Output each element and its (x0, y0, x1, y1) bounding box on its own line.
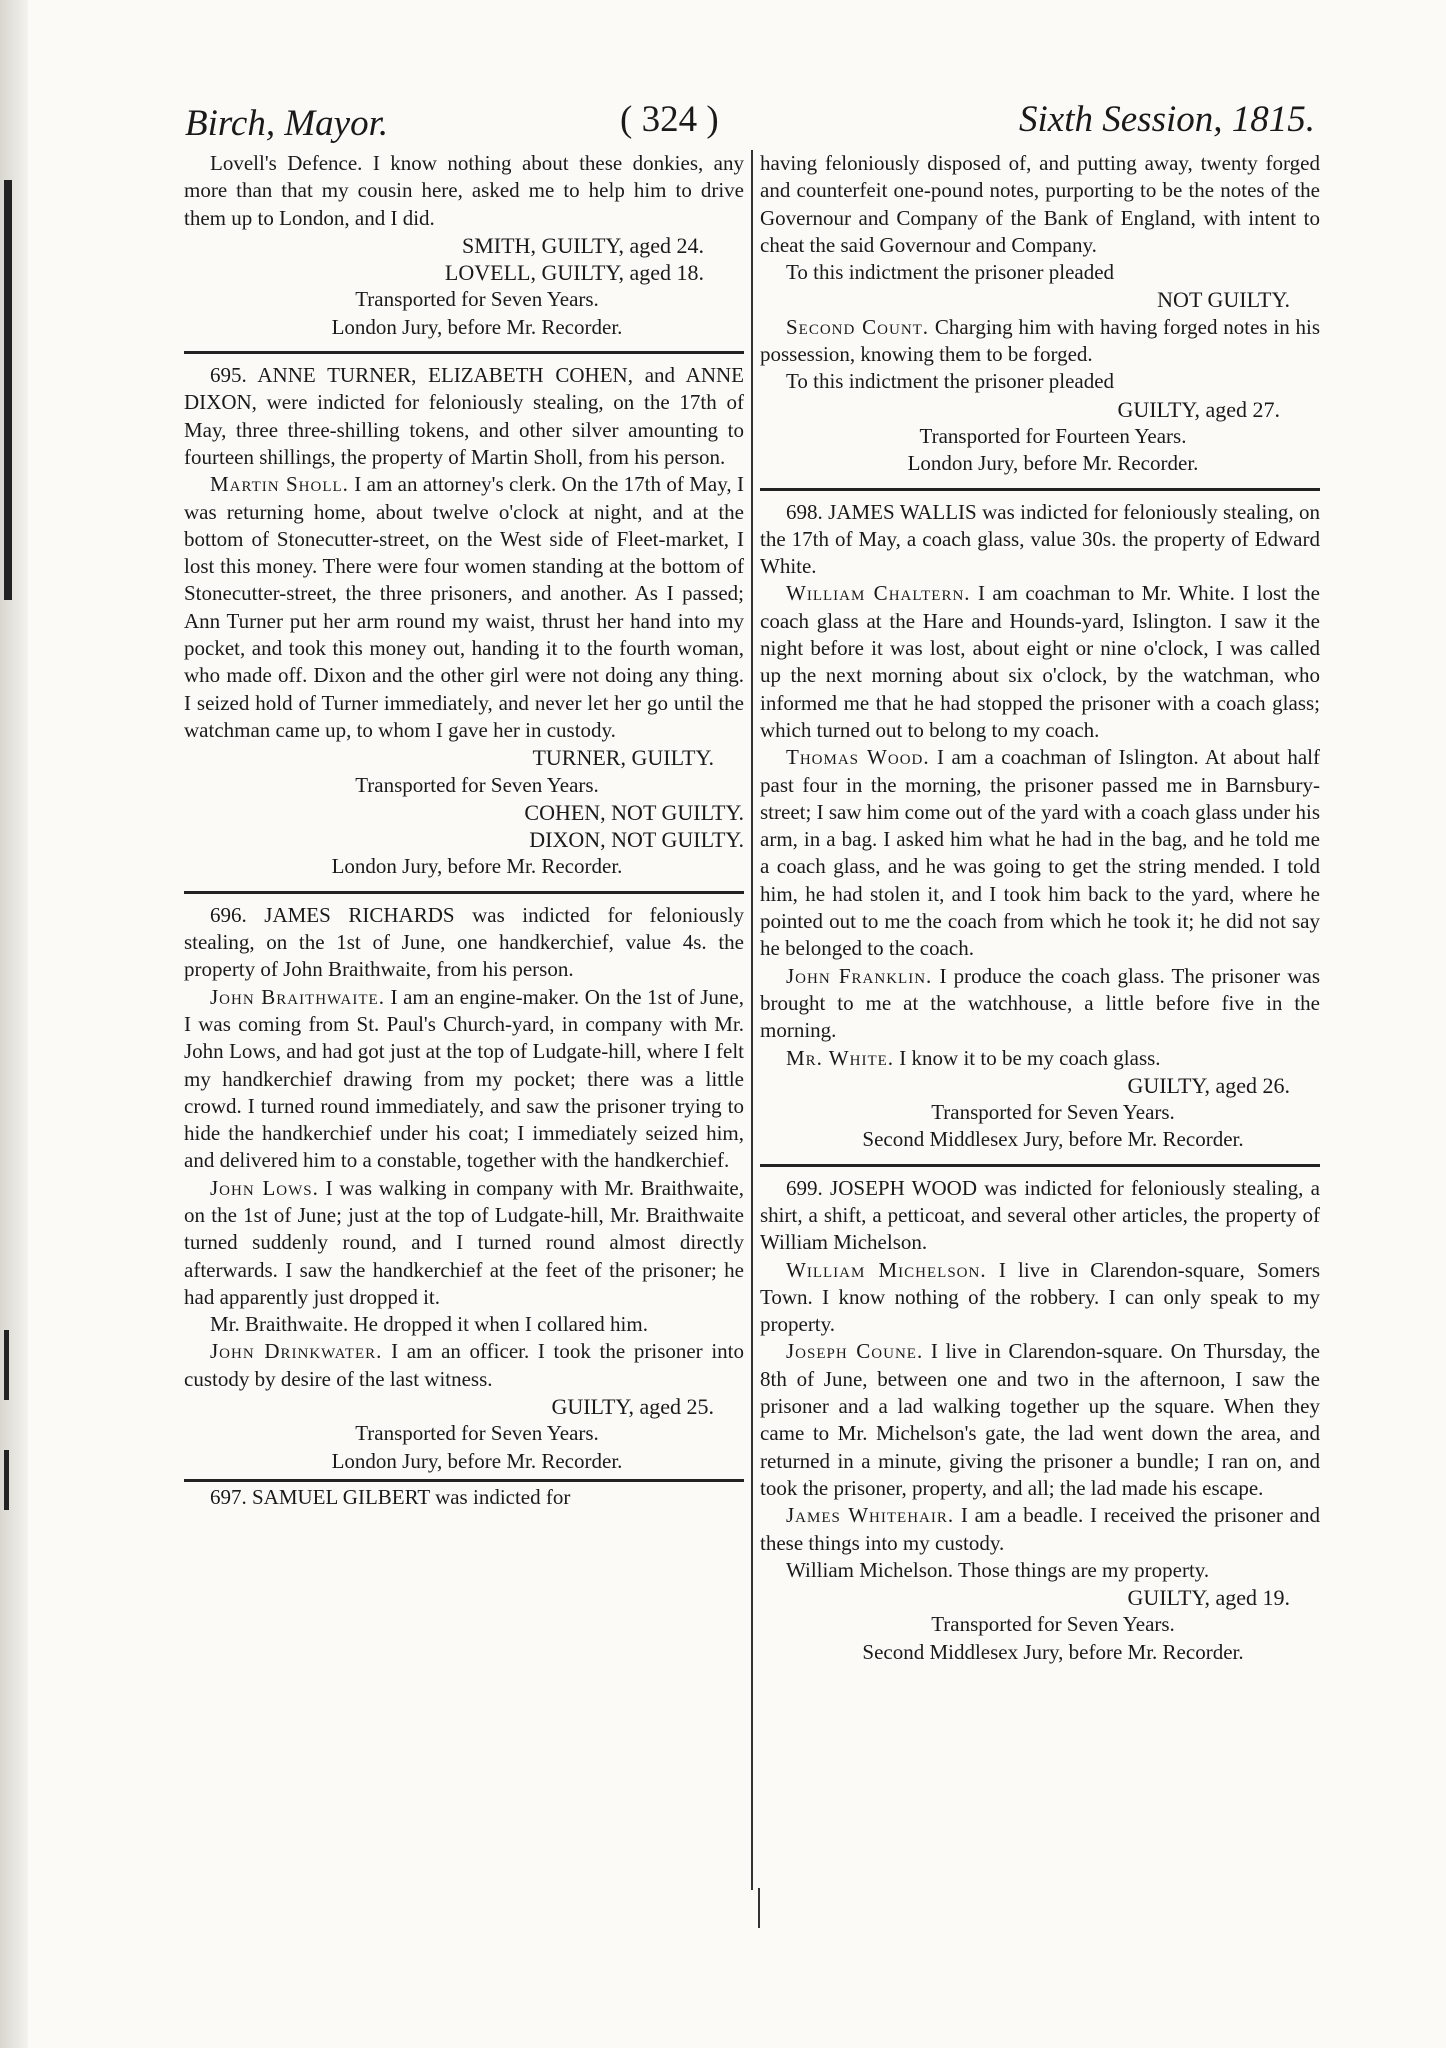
case-697-start: 697. SAMUEL GILBERT was indicted for (210, 1484, 571, 1509)
left-column (184, 150, 744, 1511)
binding-shadow (4, 180, 12, 600)
defence-text: Lovell's Defence. I know nothing about these donkies, any more than that my cousin here, asked me to help him to drive them up to London, and I did. (184, 151, 744, 230)
testimony (760, 744, 1320, 962)
witness-text: I was walking in company with Mr. Braithwaite, on the 1st of June; just at the top of Ludgate-hill, Mr. Braithwaite turned suddenly round, and I turned round almost directly afterwards. I saw the handkerchief at the feet of the prisoner; he had apparently just dropped it. (184, 1175, 744, 1309)
case-699-intro: 699. JOSEPH WOOD was indicted for feloniously stealing, a shirt, a shift, a petticoat, and several other articles, the property of William Michelson. (760, 1175, 1320, 1255)
verdict: COHEN, NOT GUILTY. (524, 799, 744, 825)
witness-name: William Chaltern. (786, 581, 971, 606)
witness-text: I am a coachman of Islington. At about half past four in the morning, the prisoner passed me in Barnsbury-street; I saw him come out of the yard with a coach glass under his arm, in a bag. I asked him what he had in the bag, and he told me a coach glass, and he was going to get the string mended. I told him, he had stolen it, and I took him back to the yard, where he pointed out to me the coach from which he took it; he did not say he belonged to the coach. (760, 745, 1320, 961)
case-separator (184, 1479, 744, 1482)
verdict: GUILTY, aged 19. (1127, 1585, 1290, 1611)
testimony (184, 471, 744, 744)
verdict: GUILTY, aged 27. (1117, 396, 1280, 422)
verdict: TURNER, GUILTY. (532, 745, 714, 771)
jury: London Jury, before Mr. Recorder. (331, 1448, 623, 1473)
jury: Second Middlesex Jury, before Mr. Recorder. (862, 1127, 1244, 1152)
testimony (760, 1502, 1320, 1557)
witness-name: William Michelson. (786, 1257, 987, 1282)
case-separator (760, 1164, 1320, 1167)
case-separator (184, 351, 744, 354)
verdict: DIXON, NOT GUILTY. (529, 827, 744, 853)
witness-text: I live in Clarendon-square, Somers Town. I know nothing of the robbery. I can only speak to my property. (760, 1257, 1321, 1337)
testimony: Mr. Braithwaite. He dropped it when I collared him. (210, 1312, 648, 1337)
sentence: Transported for Seven Years. (355, 772, 599, 797)
witness-text: I am an attorney's clerk. On the 17th of May, I was returning home, about twelve o'clock at night, and at the bottom of Stonecutter-street, on the West side of Fleet-market, I lost this money. There were four women standing at the bottom of Stonecutter-street, the three prisoners, and another. As I passed; Ann Turner put her arm round my waist, thrust her hand into my pocket, and took this money out, handing it to the fourth woman, who made off. Dixon and the other girl were not doing any thing. I seized hold of Turner immediately, and never let her go until the watchman came up, to whom I gave her in custody. (184, 472, 744, 742)
sentence: Transported for Seven Years. (931, 1612, 1175, 1637)
witness-text: I live in Clarendon-square. On Thursday, the 8th of June, between one and two in the afternoon, I saw the prisoner and a lad walking together up the square. When they came to Mr. Michelson's gate, the lad went down the area, and returned in a minute, giving the prisoner a bundle; I ran on, and took the prisoner, property, and all; the lad made his escape. (760, 1339, 1320, 1500)
witness-name: John Franklin. (786, 963, 933, 988)
testimony: William Michelson. Those things are my property. (786, 1557, 1210, 1582)
testimony (760, 963, 1320, 1045)
case-698-intro: 698. JAMES WALLIS was indicted for feloniously stealing, on the 17th of May, a coach glass, value 30s. the property of Edward White. (760, 499, 1320, 579)
witness-name: Martin Sholl. (210, 472, 349, 497)
column-divider-tail (758, 1888, 760, 1928)
page-header (185, 98, 1315, 148)
witness-name: Joseph Coune. (786, 1339, 924, 1364)
witness-name: John Lows. (210, 1175, 319, 1200)
header-mayor: Birch, Mayor. (185, 103, 389, 144)
witness-text: I produce the coach glass. The prisoner was brought to me at the watchhouse, a little before five in the morning. (760, 963, 1320, 1043)
case-696-intro: 696. JAMES RICHARDS was indicted for feloniously stealing, on the 1st of June, one handkerchief, value 4s. the property of John Braithwaite, from his person. (184, 902, 744, 982)
witness-name: John Braithwaite. (210, 984, 385, 1009)
sentence: Transported for Seven Years. (931, 1100, 1175, 1125)
witness-text: I am a beadle. I received the prisoner and these things into my custody. (760, 1503, 1321, 1555)
verdict: NOT GUILTY. (1157, 287, 1290, 313)
case-695-intro: 695. ANNE TURNER, ELIZABETH COHEN, and ANNE DIXON, were indicted for feloniously stealing, on the 17th of May, three three-shilling tokens, and other silver amounting to fourteen shillings, the property of Martin Sholl, from his person. (184, 363, 744, 469)
case-separator (760, 488, 1320, 491)
binding-shadow (4, 1330, 9, 1400)
testimony (760, 1338, 1320, 1502)
sentence: Transported for Seven Years. (355, 1421, 599, 1446)
verdict: GUILTY, aged 26. (1127, 1072, 1290, 1098)
witness-name: Thomas Wood. (786, 745, 930, 770)
sentence: Transported for Fourteen Years. (919, 423, 1187, 448)
second-count (760, 314, 1320, 369)
witness-text: I am an officer. I took the prisoner into custody by desire of the last witness. (184, 1339, 745, 1391)
column-divider (751, 150, 753, 1890)
testimony (184, 1338, 744, 1393)
witness-name: Mr. White. (786, 1045, 895, 1070)
witness-text: I know it to be my coach glass. (899, 1045, 1161, 1070)
count-text: Charging him with having forged notes in his possession, knowing them to be forged. (760, 314, 1321, 367)
witness-text: I am coachman to Mr. White. I lost the coach glass at the Hare and Hounds-yard, Islington. I saw it the night before it was lost, about eight or nine o'clock, I was called up the next morning about six o'clock, by the watchman, who informed me that he had stopped the prisoner with a coach glass; which turned out to belong to my coach. (760, 581, 1321, 742)
case-separator (184, 891, 744, 894)
witness-name: James Whitehair. (786, 1503, 955, 1528)
page-binding-edge (0, 0, 28, 2048)
testimony (760, 1045, 1320, 1072)
witness-text: I am an engine-maker. On the 1st of June, I was coming from St. Paul's Church-yard, in company with Mr. John Lows, and had got just at the top of Ludgate-hill, where I felt my handkerchief drawing from my pocket; there was a little crowd. I turned round immediately, and saw the prisoner trying to hide the handkerchief under his coat; I immediately seized him, and delivered him to a constable, together with the handkerchief. (184, 984, 745, 1173)
jury: London Jury, before Mr. Recorder. (331, 314, 623, 339)
jury: London Jury, before Mr. Recorder. (907, 451, 1199, 476)
testimony (184, 984, 744, 1175)
page-number: ( 324 ) (620, 99, 719, 140)
verdict: SMITH, GUILTY, aged 24. (462, 232, 704, 258)
jury: London Jury, before Mr. Recorder. (331, 854, 623, 879)
testimony (760, 1257, 1320, 1339)
verdict: GUILTY, aged 25. (551, 1394, 714, 1420)
binding-shadow (4, 1450, 9, 1510)
right-column (760, 150, 1320, 1666)
case-697-continued: having feloniously disposed of, and putting away, twenty forged and counterfeit one-pound notes, purporting to be the notes of the Governour and Company of the Bank of England, with intent to cheat the said Governour and Company. (760, 151, 1320, 257)
verdict: LOVELL, GUILTY, aged 18. (444, 260, 704, 286)
witness-name: John Drinkwater. (210, 1339, 383, 1364)
jury: Second Middlesex Jury, before Mr. Recorder. (862, 1639, 1244, 1664)
sentence: Transported for Seven Years. (355, 287, 599, 312)
testimony (760, 580, 1320, 744)
testimony (184, 1175, 744, 1311)
count-label: Second Count. (786, 314, 930, 339)
plea: To this indictment the prisoner pleaded (786, 369, 1115, 394)
header-session: Sixth Session, 1815. (1019, 99, 1315, 140)
plea: To this indictment the prisoner pleaded (786, 260, 1115, 285)
